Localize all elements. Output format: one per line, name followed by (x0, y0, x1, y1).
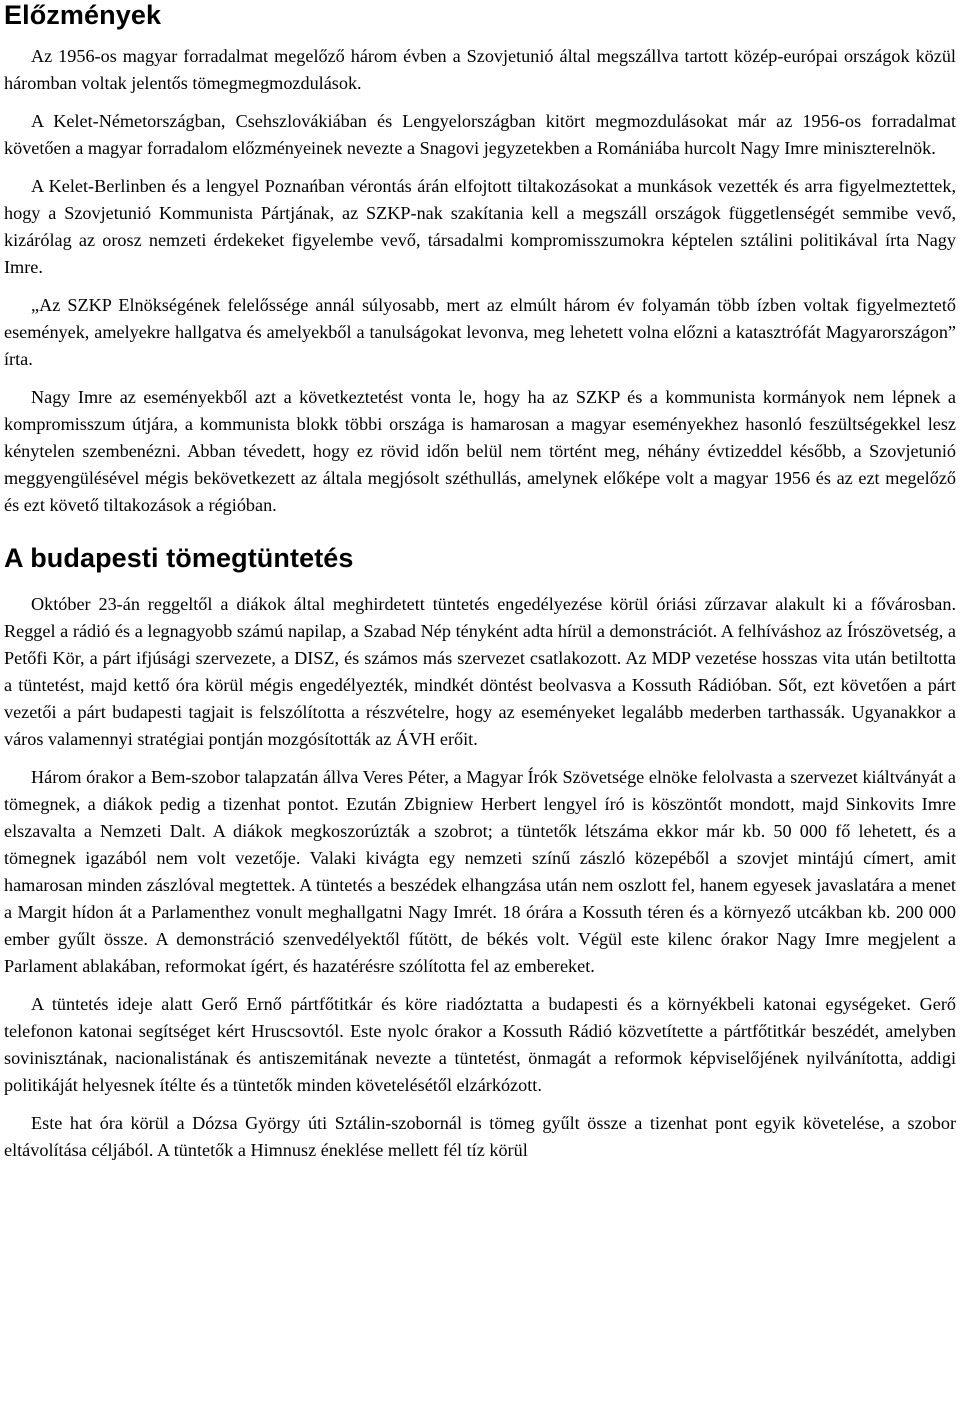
paragraph: Három órakor a Bem-szobor talapzatán állva Veres Péter, a Magyar Írók Szövetsége elnöke felolvasta a szervezet kiáltványát a tömegnek, a diákok pedig a tizenhat pontot. Ezután Zbigniew Herbert lengyel író is köszöntőt mondott, majd Sinkovits Imre elszavalta a Nemzeti Dalt. A diákok megkoszorúzták a szobrot; a tüntetők létszáma ekkor már kb. 50 000 fő lehetett, és a tömegnek igazából nem volt vezetője. Valaki kivágta egy nemzeti színű zászló közepéből a szovjet mintájú címert, amit hamarosan minden zászlóval megtettek. A tüntetés a beszédek elhangzása után nem oszlott fel, hanem egyesek javaslatára a menet a Margit hídon át a Parlamenthez vonult meghallgatni Nagy Imrét. 18 órára a Kossuth téren és a környező utcákban kb. 200 000 ember gyűlt össze. A demonstráció szenvedélyektől fűtött, de békés volt. Végül este kilenc órakor Nagy Imre megjelent a Parlament ablakában, reformokat ígért, és hazatérésre szólította fel az embereket. (4, 767, 956, 976)
section-heading-elozmenyek: Előzmények (4, 0, 162, 30)
paragraph: Az 1956-os magyar forradalmat megelőző három évben a Szovjetunió által megszállva tartott közép-európai országok közül háromban voltak jelentős tömegmegmozdulások. (4, 46, 956, 93)
paragraph: A Kelet-Németországban, Csehszlovákiában és Lengyelországban kitört megmozdulásokat már az 1956-os forradalmat követően a magyar forradalom előzményeinek nevezte a Snagovi jegyzetekben a Romániába hurcolt Nagy Imre miniszterelnök. (4, 111, 956, 158)
paragraph: Nagy Imre az eseményekből azt a következtetést vonta le, hogy ha az SZKP és a kommunista kormányok nem lépnek a kompromisszum útjára, a kommunista blokk többi országa is hamarosan a magyar eseményekhez hasonló feszültségekkel lesz kénytelen szembenézni. Abban tévedett, hogy ez rövid időn belül nem történt meg, néhány évtizeddel később, a Szovjetunió meggyengülésével mégis bekövetkezett az általa megjósolt széthullás, amelynek előképe volt a magyar 1956 és az ezt megelőző és ezt követő tiltakozások a régióban. (4, 387, 956, 515)
paragraph: A tüntetés ideje alatt Gerő Ernő pártfőtitkár és köre riadóztatta a budapesti és a környékbeli katonai egységeket. Gerő telefonon katonai segítséget kért Hruscsovtól. Este nyolc órakor a Kossuth Rádió közvetítette a pártfőtitkár beszédét, amelyben sovinisztának, nacionalistának és antiszemitának nevezte a tüntetést, önmagát a reformok képviselőjének nyilvánította, addigi politikáját helyesnek ítélte és a tüntetők minden követelésétől elzárkózott. (4, 994, 956, 1095)
paragraph: A Kelet-Berlinben és a lengyel Poznańban vérontás árán elfojtott tiltakozásokat a munkások vezették és arra figyelmeztettek, hogy a Szovjetunió Kommunista Pártjának, az SZKP-nak szakítania kell a megszáll országok függetlenségét semmibe vevő, kizárólag az orosz nemzeti érdekeket figyelembe vevő, társadalmi kompromisszumokra képtelen sztálini politikával írta Nagy Imre. (4, 176, 956, 277)
section-heading-budapesti-tomegtuntetes: A budapesti tömegtüntetés (4, 543, 354, 573)
paragraph: Október 23-án reggeltől a diákok által meghirdetett tüntetés engedélyezése körül óriási zűrzavar alakult ki a fővárosban. Reggel a rádió és a legnagyobb számú napilap, a Szabad Nép tényként adta hírül a demonstrációt. A felhíváshoz az Írószövetség, a Petőfi Kör, a párt ifjúsági szervezete, a DISZ, és számos más szervezet csatlakozott. Az MDP vezetése hosszas vita után betiltotta a tüntetést, majd kettő óra körül mégis engedélyezték, mindkét döntést beolvasva a Kossuth Rádióban. Sőt, ezt követően a párt vezetői a párt budapesti tagjait is felszólította a részvételre, hogy az eseményeket legalább mederben tarthassák. Ugyanakkor a város valamennyi stratégiai pontján mozgósították az ÁVH erőit. (4, 594, 956, 749)
paragraph: Este hat óra körül a Dózsa György úti Sztálin-szobornál is tömeg gyűlt össze a tizenhat pont egyik követelése, a szobor eltávolítása céljából. A tüntetők a Himnusz éneklése mellett fél tíz körül (4, 1113, 956, 1160)
paragraph: „Az SZKP Elnökségének felelőssége annál súlyosabb, mert az elmúlt három év folyamán több ízben voltak figyelmeztető események, amelyekre hallgatva és amelyekből a tanulságokat levonva, meg lehetett volna előzni a katasztrófát Magyarországon” írta. (4, 295, 956, 369)
